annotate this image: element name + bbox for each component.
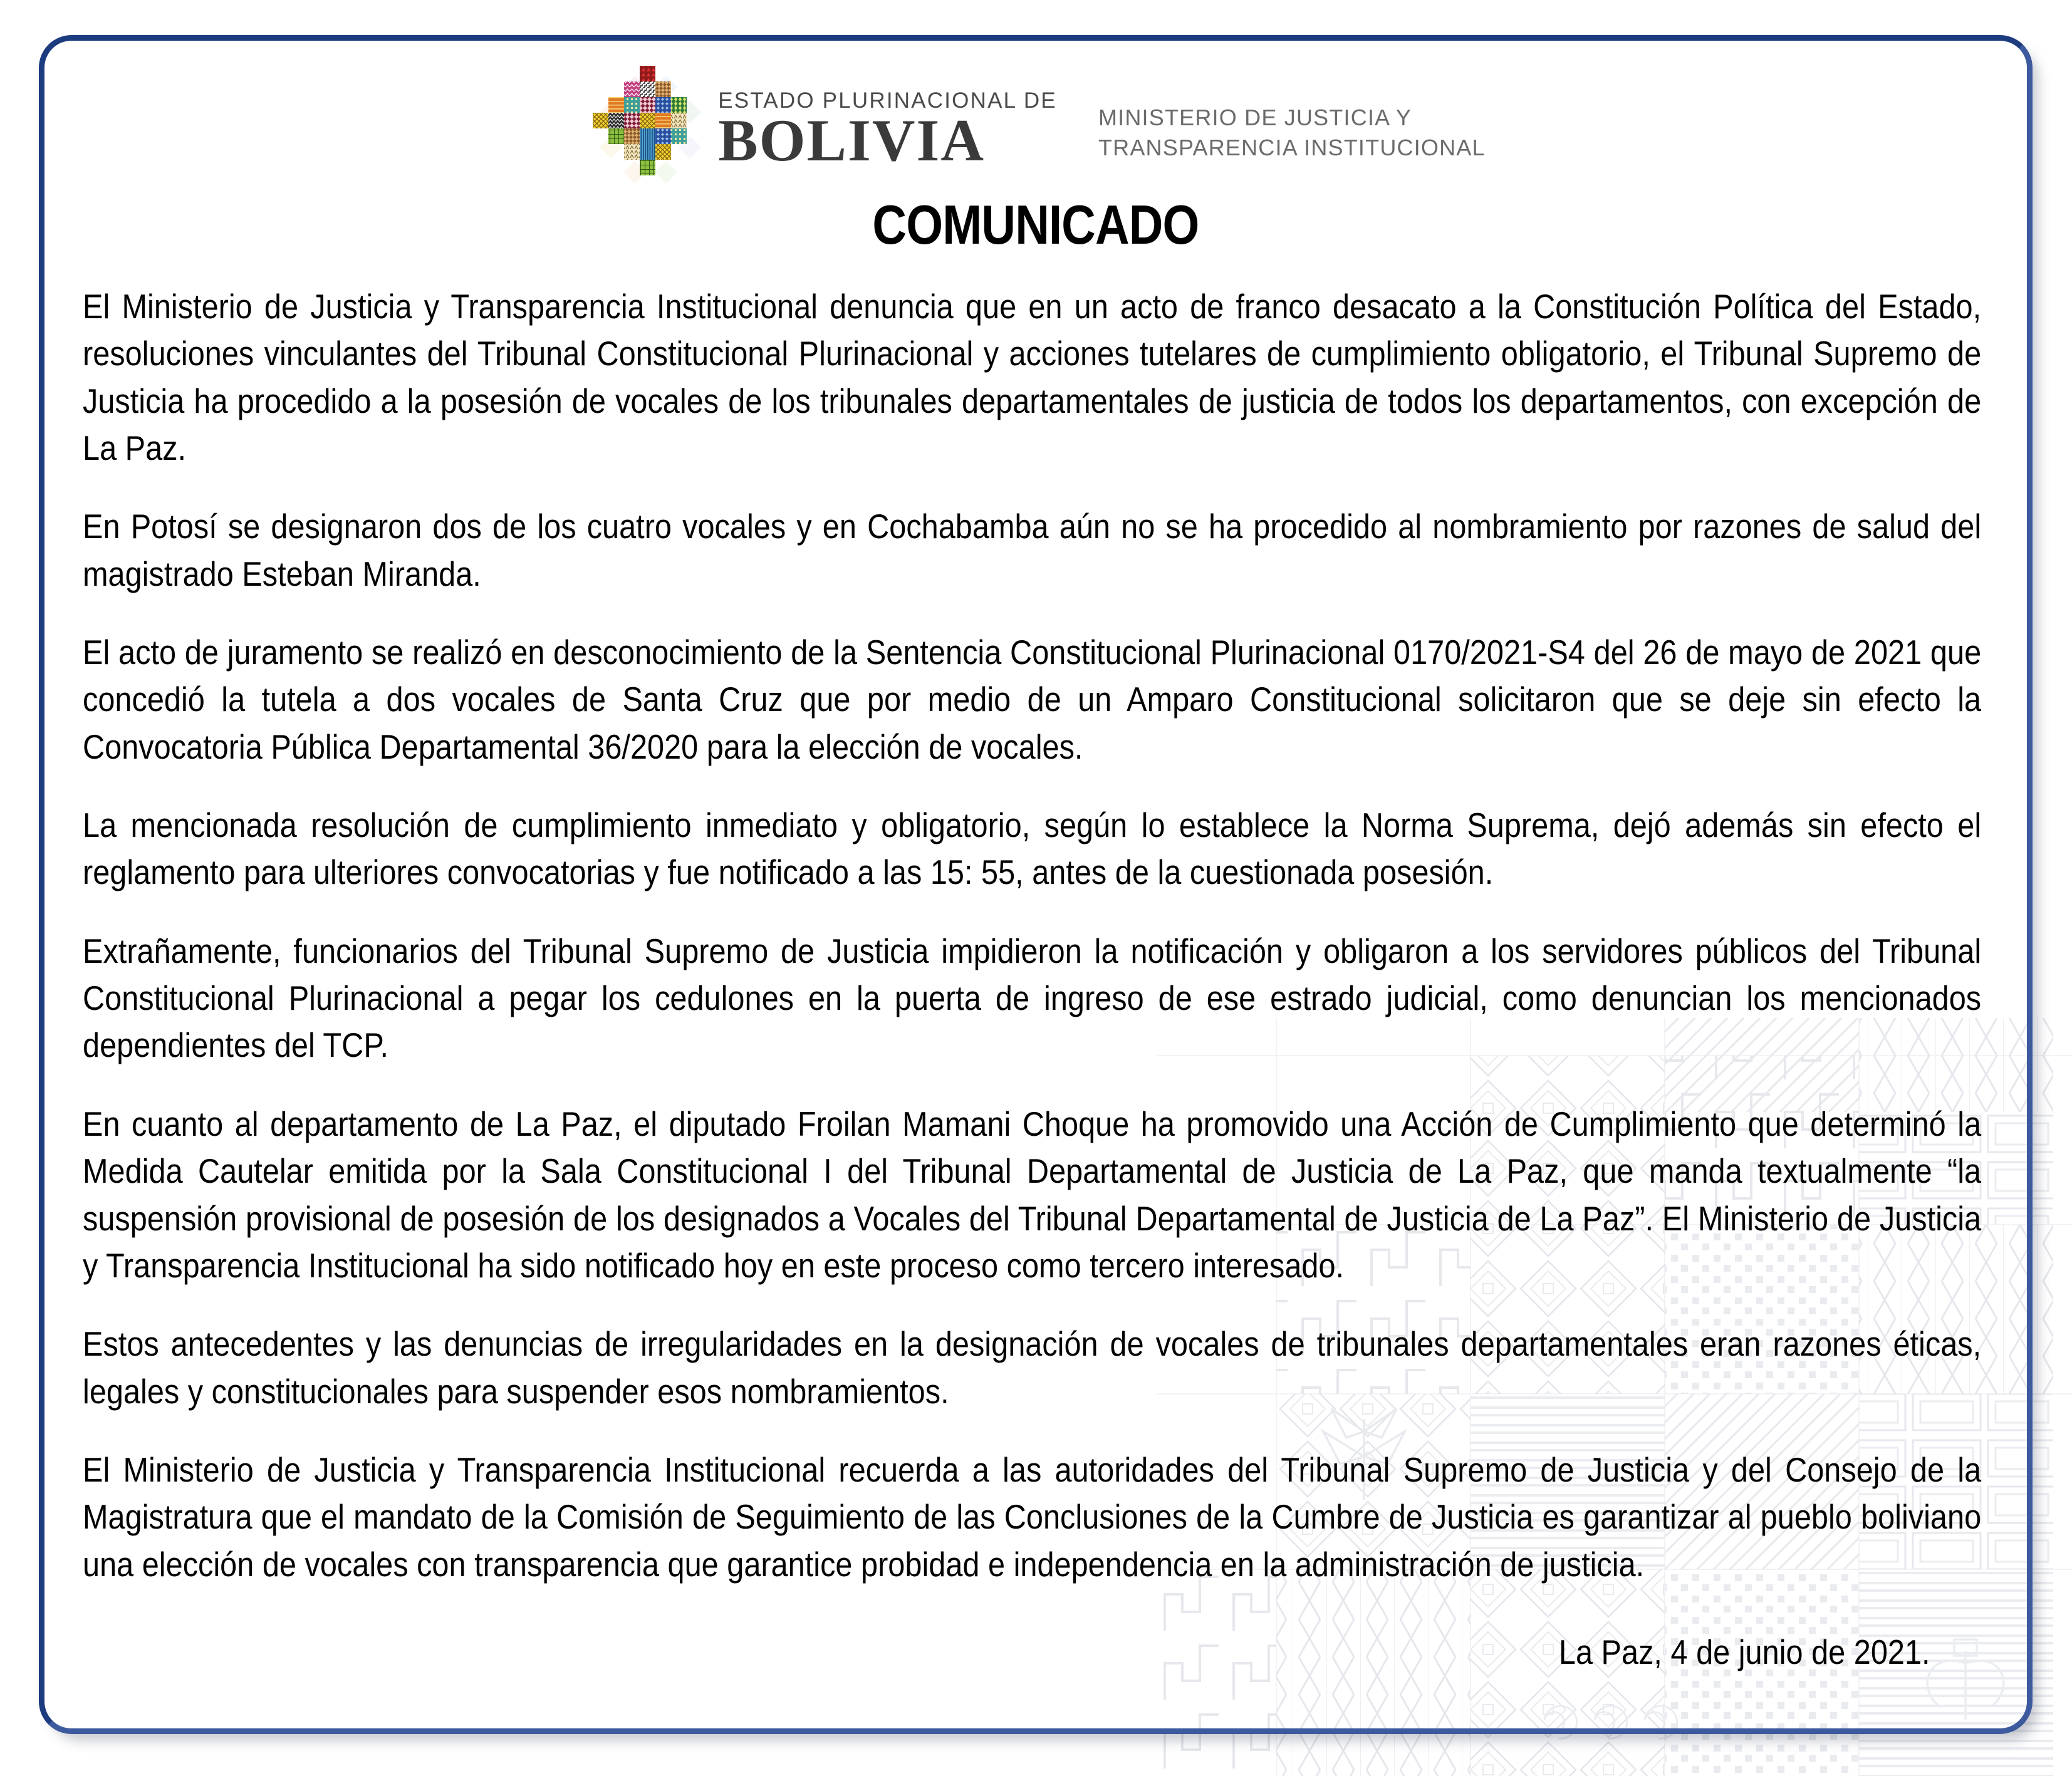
- document-header: [39, 54, 2033, 198]
- paragraph: En Potosí se designaron dos de los cuatro vocales y en Cochabamba aún no se ha procedido al nombramiento por razones de salud del magistrado Esteban Miranda.: [83, 507, 1982, 593]
- ministry-line-2: TRANSPARENCIA INSTITUCIONAL: [1098, 135, 1486, 160]
- bolivia-wordmark: [718, 88, 1057, 174]
- estado-plurinacional-label: ESTADO PLURINACIONAL DE: [718, 88, 1057, 113]
- paragraph: Extrañamente, funcionarios del Tribunal Supremo de Justicia impidieron la notificación y obligaron a los servidores públicos del Tribunal Constitucional Plurinacional a pegar los cedulones en la puerta de ingreso de ese estrado judicial, como denuncian los mencionados dependientes del TCP.: [83, 931, 1982, 1065]
- paragraph: En cuanto al departamento de La Paz, el diputado Froilan Mamani Choque ha promovido una Acción de Cumplimiento que determinó la Medida Cautelar emitida por la Sala Constitucional I del Tribunal Departamental de Justicia de La Paz, que manda textualmente “la suspensión provisional de posesión de los designados a Vocales del Tribunal Departamental de Justicia de La Paz”. El Ministerio de Justicia y Transparencia Institucional ha sido notificado hoy en este proceso como tercero interesado.: [83, 1104, 1982, 1285]
- document-content: [39, 35, 2033, 1734]
- paragraph: Estos antecedentes y las denuncias de irregularidades en la designación de vocales de tribunales departamentales eran razones éticas, legales y constitucionales para suspender esos nombramientos.: [83, 1324, 1982, 1411]
- chakana-andean-cross-emblem: [586, 62, 714, 190]
- bolivia-label: BOLIVIA: [718, 107, 986, 174]
- body-text: [39, 283, 2033, 1672]
- page-title: COMUNICADO: [872, 194, 1199, 256]
- ministry-name: [1098, 103, 1486, 163]
- paragraph: El Ministerio de Justicia y Transparencia Institucional recuerda a las autoridades del Tribunal Supremo de Justicia y del Consejo de la Magistratura que el mandato de la Comisión de Seguimiento de las Conclusiones de la Cumbre de Justicia es garantizar al pueblo boliviano una elección de vocales con transparencia que garantice probidad e independencia en la administración de justicia.: [83, 1450, 1982, 1584]
- paragraph: La mencionada resolución de cumplimiento inmediato y obligatorio, según lo establece la Norma Suprema, dejó además sin efecto el reglamento para ulteriores convocatorias y fue notificado a las 15: 55, antes de la cuestionada posesión.: [83, 806, 1982, 892]
- ministry-line-1: MINISTERIO DE JUSTICIA Y: [1098, 105, 1412, 131]
- place-and-date: La Paz, 4 de junio de 2021.: [1558, 1632, 1930, 1671]
- paragraph: El acto de juramento se realizó en desconocimiento de la Sentencia Constitucional Plurinacional 0170/2021-S4 del 26 de mayo de 2021 que concedió la tutela a dos vocales de Santa Cruz que por medio de un Amparo Constitucional solicitaron que se deje sin efecto la Convocatoria Pública Departamental 36/2020 para la elección de vocales.: [83, 633, 1982, 766]
- paragraph: El Ministerio de Justicia y Transparencia Institucional denuncia que en un acto de franco desacato a la Constitución Política del Estado, resoluciones vinculantes del Tribunal Constitucional Plurinacional y acciones tutelares de cumplimiento obligatorio, el Tribunal Supremo de Justicia ha procedido a la posesión de vocales de los tribunales departamentales de justicia de todos los departamentos, con excepción de La Paz.: [83, 287, 1982, 468]
